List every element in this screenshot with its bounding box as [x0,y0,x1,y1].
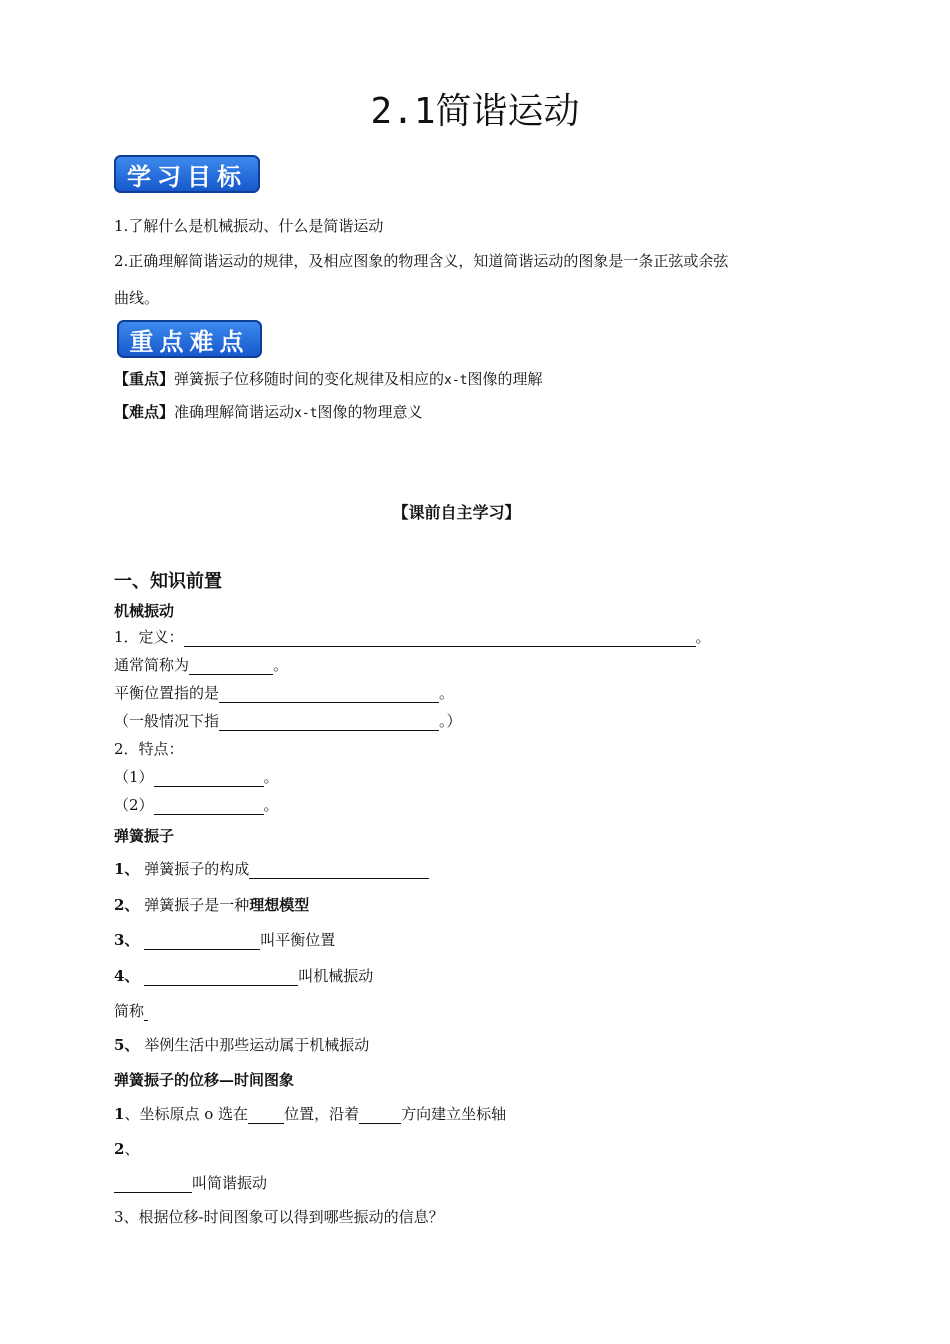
spring-short-line [114,1001,148,1021]
graph-item-2-sep: 、 [124,1140,140,1158]
key-point-line [114,369,543,391]
feature-2-end: 。 [263,796,279,814]
mech-vibration-title: 机械振动 [114,602,175,620]
definition-label: 1．定义： [114,628,184,646]
graph-item-2 [114,1139,139,1159]
graph-item-1-text-c: 位置，沿着 [284,1105,360,1123]
key-point-text: 弹簧振子位移随时间的变化规律及相应的 [174,370,445,388]
feature-1-end: 。 [263,768,279,786]
goal-item-2-cont: 曲线。 [114,289,160,307]
graph-item-3: 3、根据位移-时间图象可以得到哪些振动的信息？ [114,1208,444,1226]
section-title: 【课前自主学习】 [392,503,521,522]
spring-item-2-text: 弹簧振子是一种 [144,896,250,914]
feature-2-label: （2） [114,796,154,814]
spring-item-4-text: 叫机械振动 [298,967,374,985]
short-name-blank[interactable] [189,658,273,675]
definition-end: 。 [695,628,711,646]
difficult-point-line [114,402,423,424]
spring-item-1-text: 弹簧振子的构成 [144,860,250,878]
difficult-point-text-end: 图像的物理意义 [317,403,423,421]
spring-item-1-blank[interactable] [249,862,429,879]
graph-item-1-text-d: 方向建立坐标轴 [401,1105,507,1123]
graph-item-1-number: 1 [114,1105,125,1123]
key-points-badge: 重点难点 [117,320,262,358]
balance-line [114,683,454,703]
part-heading: 一、知识前置 [114,571,222,592]
spring-item-5 [114,1035,369,1055]
spring-item-5-number: 5、 [114,1036,140,1054]
short-name-end: 。 [273,656,289,674]
spring-item-3 [114,930,335,950]
page-title: 2.1简谐运动 [370,91,580,132]
feature-2-line [114,795,279,815]
key-point-label: 【重点】 [114,370,175,388]
spring-short-label: 简称 [114,1002,145,1020]
spring-item-4-number: 4、 [114,967,140,985]
graph-item-1-text: 、坐标原点 [124,1105,200,1123]
definition-line [114,627,711,647]
definition-blank[interactable] [184,630,696,647]
goal-item-1: 1.了解什么是机械振动、什么是简谐运动 [114,217,384,235]
key-point-text-end: 图像的理解 [467,370,543,388]
graph-item-1-blank-2[interactable] [359,1107,401,1124]
spring-item-1 [114,859,429,879]
spring-oscillator-title: 弹簧振子 [114,827,175,845]
spring-item-3-blank[interactable] [144,933,260,950]
short-name-line [114,655,288,675]
spring-item-3-number: 3、 [114,931,140,949]
general-label: （一般情况下指 [114,712,220,730]
feature-2-blank[interactable] [154,798,264,815]
spring-item-5-text: 举例生活中那些运动属于机械振动 [144,1036,370,1054]
spring-item-1-number: 1、 [114,860,140,878]
graph-item-1-origin: o [204,1105,214,1123]
graph-item-2-number: 2 [114,1140,125,1158]
graph-item-1 [114,1104,506,1124]
difficult-point-text: 准确理解简谐运动 [174,403,295,421]
spring-item-4 [114,966,373,986]
graph-item-2-blank[interactable] [114,1176,192,1193]
short-name-label: 通常简称为 [114,656,190,674]
goal-item-2: 2.正确理解简谐运动的规律，及相应图象的物理含义，知道简谐运动的图象是一条正弦或余弦 [114,252,729,270]
spring-item-4-blank[interactable] [144,969,298,986]
spring-item-2 [114,895,309,915]
graph-item-1-text-b: 选在 [218,1105,249,1123]
spring-short-blank[interactable] [144,1004,148,1021]
feature-1-label: （1） [114,768,154,786]
balance-end: 。 [439,684,455,702]
feature-1-blank[interactable] [154,770,264,787]
balance-blank[interactable] [219,686,439,703]
graph-title: 弹簧振子的位移—时间图象 [114,1071,295,1089]
graph-item-2-text: 叫简谐振动 [192,1174,268,1192]
difficult-point-label: 【难点】 [114,403,175,421]
spring-item-3-text: 叫平衡位置 [260,931,336,949]
general-end: 。） [439,712,462,730]
feature-1-line [114,767,279,787]
difficult-point-xt: x-t [294,406,318,421]
spring-item-2-emphasis: 理想模型 [249,896,310,914]
spring-item-2-number: 2、 [114,896,140,914]
balance-label: 平衡位置指的是 [114,684,220,702]
general-blank[interactable] [219,714,439,731]
feature-label: 2．特点： [114,740,184,758]
graph-item-2-cont [114,1173,267,1193]
key-point-xt: x-t [444,373,468,388]
general-line [114,711,462,731]
graph-item-1-blank-1[interactable] [248,1107,284,1124]
goals-badge: 学习目标 [114,155,260,193]
